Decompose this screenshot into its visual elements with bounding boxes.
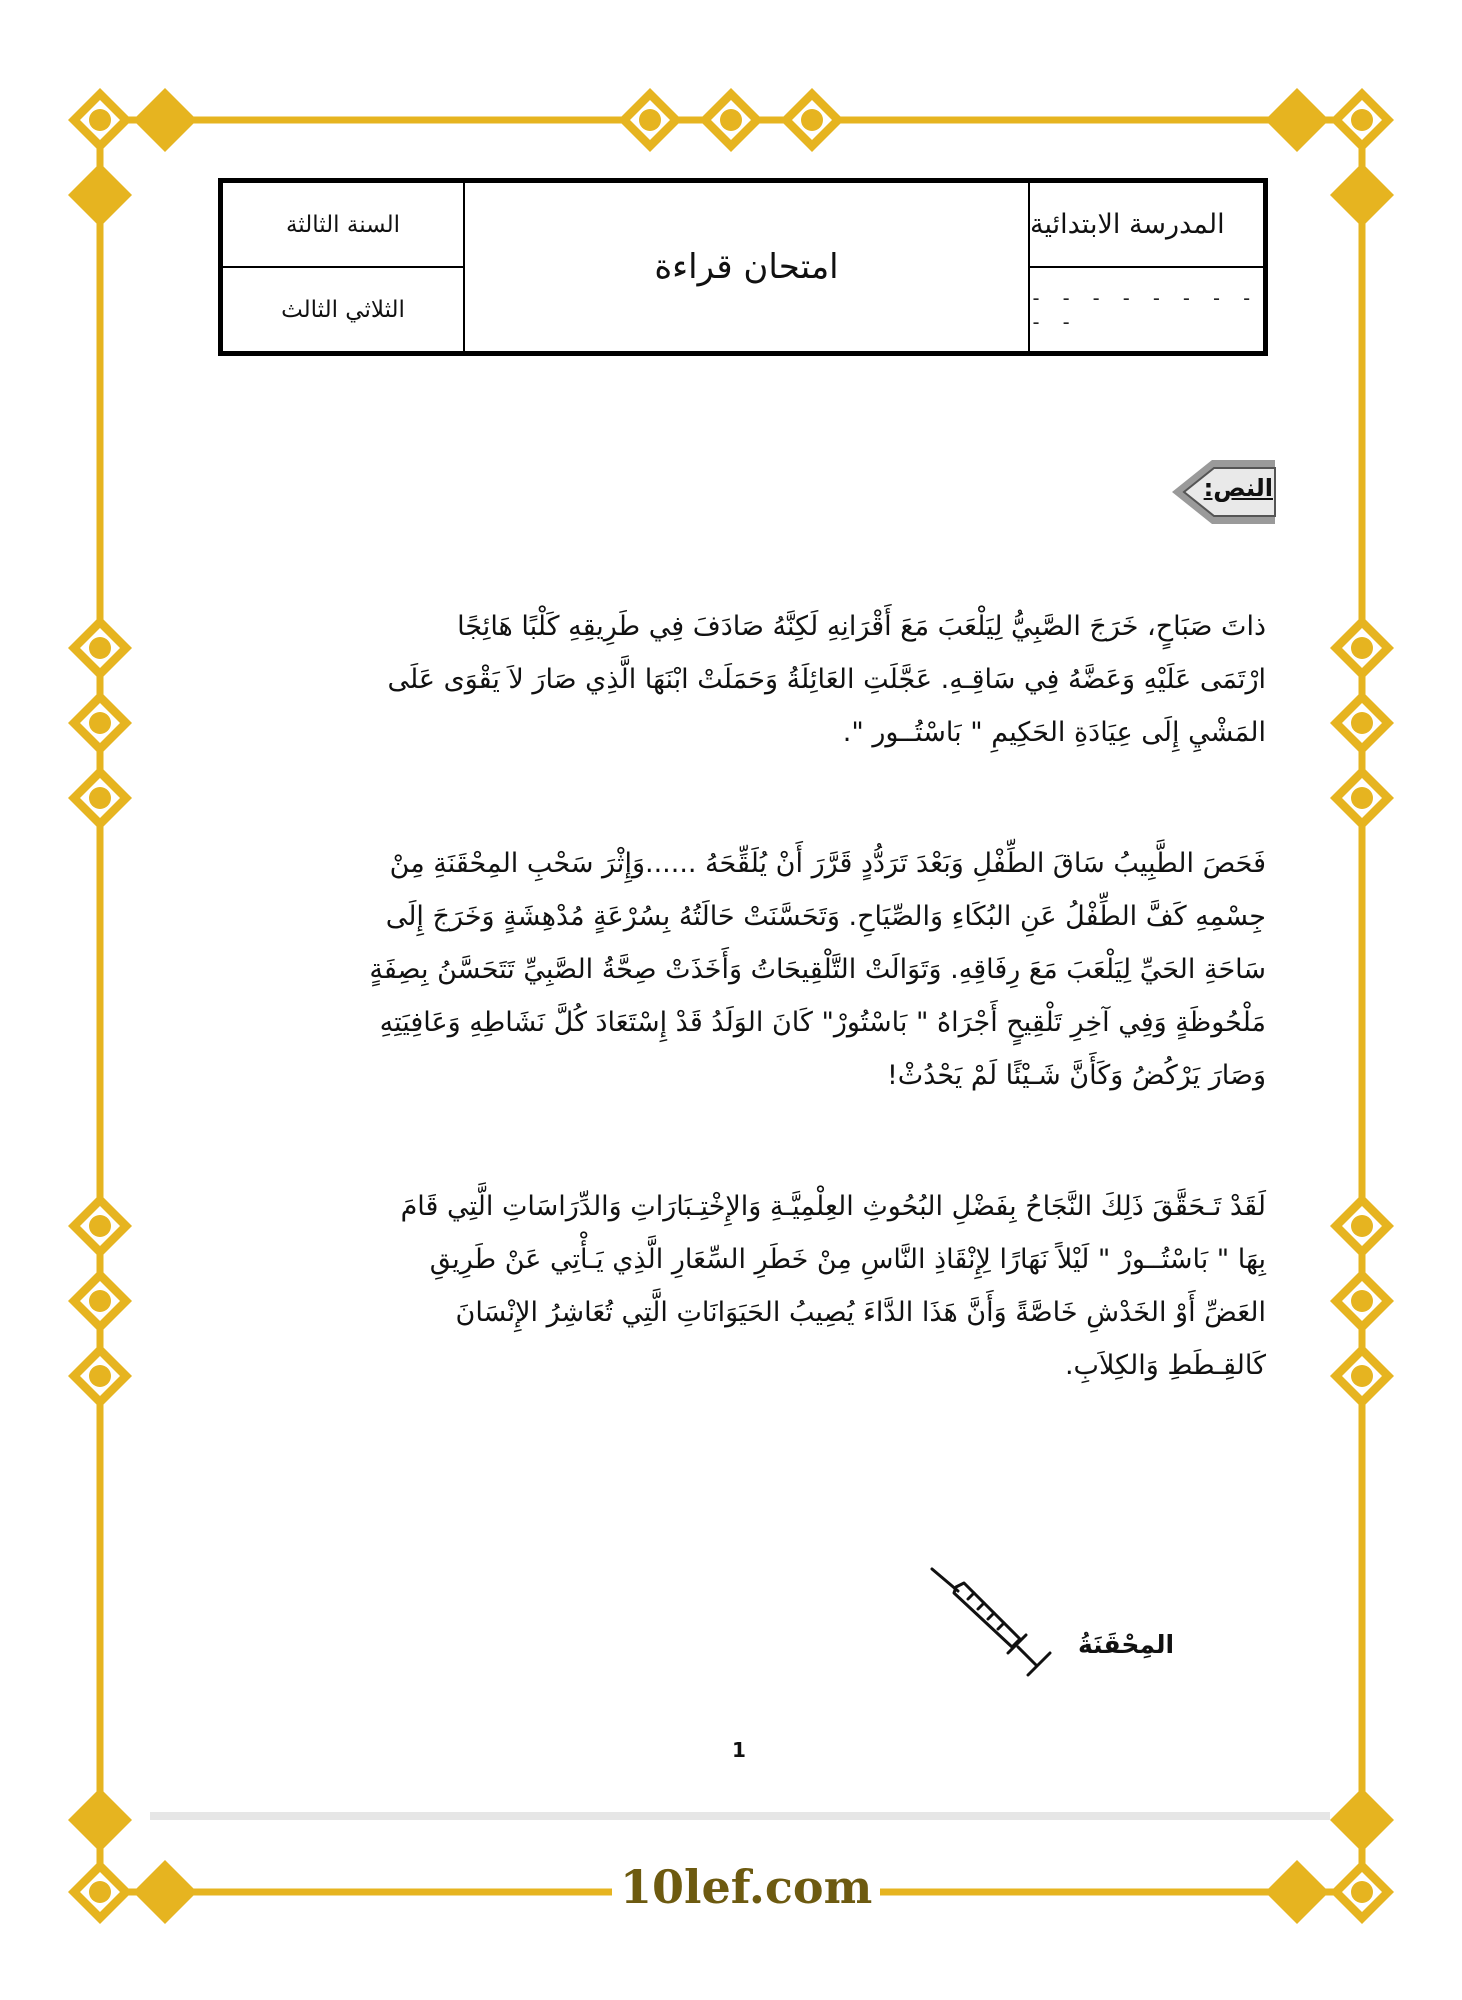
school-name-dashes: - - - - - - - - - - [1030, 285, 1256, 334]
passage-line: جِسْمِهِ كَفَّ الطِّفْلُ عَنِ البُكَاءِ وَالصِّيَاحِ. وَتَحَسَّنَتْ حَالَتُهُ بِسُرْعَةٍ مُدْهِشَةٍ وَخَرَجَ إِلَى [385, 901, 1266, 932]
header-grade-column [223, 183, 465, 351]
reading-passage [306, 600, 1266, 1470]
passage-line: لَقَدْ تَـحَقَّقَ ذَلِكَ النَّجَاحُ بِفَضْلِ البُحُوثِ العِلْمِيَّـةِ وَالإِخْتِـبَارَاتِ وَالدِّرَاسَاتِ الَّتِي قَامَ [400, 1191, 1266, 1222]
section-label-tag [1168, 458, 1275, 526]
passage-line: سَاحَةِ الحَيِّ لِيَلْعَبَ مَعَ رِفَاقِهِ. وَتَوَالَتْ التَّلْقِيحَاتُ وَأَخَذَتْ صِحَّةُ الصَّبِيِّ تَتَحَسَّنُ بِصِفَةٍ [369, 954, 1266, 985]
header-table [218, 178, 1268, 356]
passage-line: العَضِّ أَوْ الخَدْشِ خَاصَّةً وَأَنَّ هَذَا الدَّاءَ يُصِيبُ الحَيَوَانَاتِ الَّتِي تُعَاشِرُ الإِنْسَانَ [455, 1297, 1266, 1328]
section-label-text: النص: [1203, 474, 1273, 502]
paragraph-1 [306, 600, 1266, 759]
passage-line: ذاتَ صَبَاحٍ، خَرَجَ الصَّبِيُّ لِيَلْعَبَ مَعَ أَقْرَانِهِ لَكِنَّهُ صَادَفَ فِي طَرِيقِهِ كَلْبًا هَائِجًا [457, 611, 1266, 642]
exam-title: امتحان قراءة [654, 247, 839, 287]
passage-line: كَالقِـطَطِ وَالكِلاَبِ. [1064, 1350, 1266, 1381]
passage-line: مَلْحُوظَةٍ وَفِي آخِرِ تَلْقِيحٍ أَجْرَاهُ " بَاسْتُورْ" كَانَ الوَلَدُ قَدْ إِسْتَعَادَ كُلَّ نَشَاطِهِ وَعَافِيَتِهِ [379, 1007, 1266, 1038]
paragraph-2 [306, 837, 1266, 1102]
header-title-cell [465, 183, 1028, 351]
school-name-blank [1030, 268, 1263, 351]
header-school-column [1028, 183, 1263, 351]
syringe-icon [928, 1565, 1058, 1690]
site-watermark: 10lef.com [612, 1860, 880, 1914]
grade-label: السنة الثالثة [223, 183, 463, 268]
paragraph-3 [306, 1180, 1266, 1392]
school-label: المدرسة الابتدائية [1030, 183, 1263, 268]
passage-line: المَشْيِ إِلَى عِيَادَةِ الحَكِيمِ " بَاسْتُــور ". [842, 717, 1266, 748]
page-number: 1 [732, 1738, 746, 1762]
passage-line: ارْتَمَى عَلَيْهِ وَعَضَّهُ فِي سَاقِـهِ. عَجَّلَتِ العَائِلَةُ وَحَمَلَتْ ابْنَهَا الَّذِي صَارَ لاَ يَقْوَى عَلَى [387, 664, 1266, 695]
passage-line: وَصَارَ يَرْكُضُ وَكَأَنَّ شَـيْئًا لَمْ يَحْدُثْ! [886, 1060, 1266, 1091]
term-label: الثلاثي الثالث [281, 296, 405, 323]
passage-line: فَحَصَ الطَّبِيبُ سَاقَ الطِّفْلِ وَبَعْدَ تَرَدُّدٍ قَرَّرَ أَنْ يُلَقِّحَهُ ......وَإِثْرَ سَحْبِ المِحْقَنَةِ مِنْ [389, 848, 1266, 879]
footer-divider [150, 1812, 1330, 1820]
passage-line: بِهَا " بَاسْتُــورْ " لَيْلاً نَهَارًا لِإِنْقَاذِ النَّاسِ مِنْ خَطَرِ السِّعَارِ الَّذِي يَـأْتِي عَنْ طَرِيقِ [429, 1244, 1266, 1275]
syringe-caption: المِحْقَنَةُ [1078, 1630, 1175, 1659]
